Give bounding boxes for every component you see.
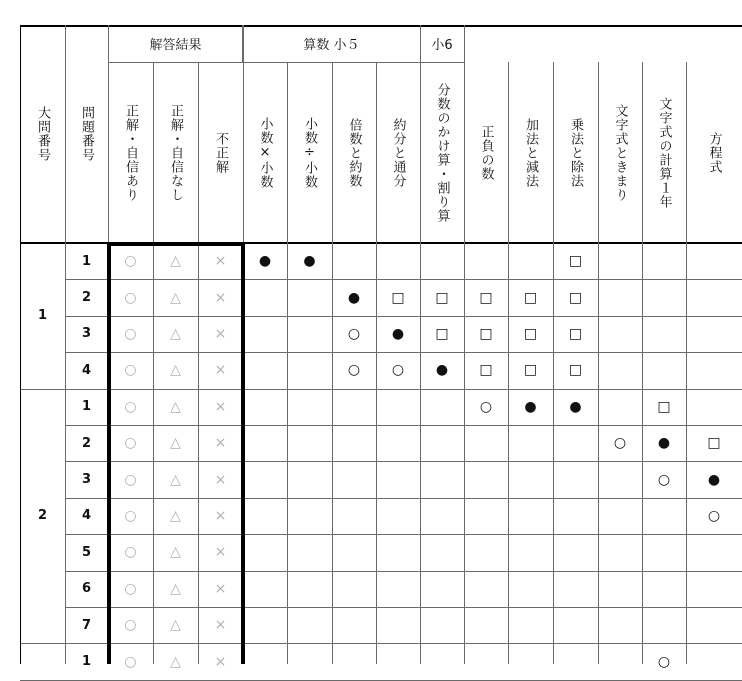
skill-mark [508, 498, 553, 534]
skill-mark: ● [391, 325, 405, 342]
column-divider [598, 62, 599, 664]
group-header-math6: 小6 [431, 38, 453, 53]
answer-mark: ○ [124, 253, 137, 270]
answer-mark: △ [170, 580, 181, 597]
skill-mark: □ [568, 289, 583, 306]
skill-mark [243, 316, 287, 352]
question-number: 2 [81, 290, 92, 306]
column-header-muldiv: 乗法と除法 [568, 117, 583, 188]
answer-mark: △ [170, 617, 181, 634]
answer-mark: △ [170, 289, 181, 306]
question-number: 6 [81, 581, 92, 597]
skill-mark [598, 352, 642, 388]
answer-mark: × [214, 544, 227, 561]
row-divider [65, 352, 742, 353]
skill-mark [642, 279, 686, 315]
skill-mark: ● [303, 253, 316, 270]
question-number: 3 [81, 326, 92, 342]
column-header-wrong: 不正解 [213, 131, 228, 174]
skill-mark [243, 389, 287, 425]
skill-mark [598, 571, 642, 607]
column-divider [65, 25, 66, 664]
skill-mark [376, 461, 420, 497]
skill-mark: □ [479, 362, 493, 379]
answer-mark: △ [170, 398, 181, 415]
skill-mark [420, 243, 464, 279]
answer-mark: × [214, 253, 227, 270]
answer-box-top [107, 242, 244, 246]
skill-mark: □ [435, 325, 449, 342]
skill-mark: □ [479, 289, 493, 306]
skill-mark [287, 607, 332, 643]
skill-mark: □ [707, 435, 721, 452]
skill-mark: ● [707, 471, 721, 488]
skill-mark: ○ [347, 325, 361, 342]
answer-mark: △ [170, 253, 181, 270]
skill-mark: □ [568, 325, 583, 342]
skill-mark [598, 498, 642, 534]
skill-mark [686, 316, 742, 352]
skill-mark [420, 461, 464, 497]
column-header-expr: 文字式ときまり [612, 103, 628, 202]
skill-mark [464, 534, 508, 570]
skill-mark: □ [523, 289, 538, 306]
skill-mark [376, 425, 420, 461]
skill-mark [686, 279, 742, 315]
row-divider [65, 498, 742, 499]
skill-mark [332, 607, 376, 643]
skill-mark [553, 461, 598, 497]
skill-mark [553, 425, 598, 461]
header-dai: 大問番号 [35, 106, 50, 162]
answer-mark: × [214, 325, 227, 342]
skill-mark: □ [523, 362, 538, 379]
skill-mark [642, 607, 686, 643]
column-divider [153, 62, 154, 664]
answer-mark: × [214, 653, 227, 670]
skill-mark [508, 571, 553, 607]
column-divider [464, 25, 465, 664]
skill-mark: ○ [347, 362, 361, 379]
column-header-mult_div: 倍数と約数 [346, 117, 362, 188]
skill-mark [420, 389, 464, 425]
answer-mark: ○ [124, 435, 137, 452]
answer-mark: × [214, 398, 227, 415]
answer-mark: × [214, 362, 227, 379]
answer-mark: ○ [124, 544, 137, 561]
skill-mark [332, 425, 376, 461]
skill-mark [464, 425, 508, 461]
skill-mark: ● [435, 362, 449, 379]
header-mon: 問題番号 [79, 106, 94, 162]
question-number: 4 [81, 362, 92, 378]
answer-mark: ○ [124, 325, 137, 342]
answer-mark: △ [170, 653, 181, 670]
column-divider [686, 62, 687, 664]
row-divider [65, 316, 742, 317]
answer-mark: △ [170, 362, 181, 379]
skill-mark: □ [435, 289, 449, 306]
skill-mark [287, 389, 332, 425]
group-header-answer: 解答結果 [149, 38, 202, 53]
column-header-ok_conf: 正解・自信あり [123, 103, 138, 202]
column-divider [20, 25, 21, 664]
skill-mark [287, 352, 332, 388]
skill-mark: ○ [657, 471, 671, 488]
question-number: 5 [81, 544, 92, 560]
skill-mark [686, 607, 742, 643]
column-divider [376, 62, 377, 664]
skill-mark: ● [258, 253, 272, 270]
skill-mark [287, 279, 332, 315]
skill-mark [508, 607, 553, 643]
skill-mark [376, 607, 420, 643]
skill-mark [287, 316, 332, 352]
skill-mark [553, 643, 598, 679]
skill-mark: □ [657, 398, 671, 415]
skill-mark [420, 643, 464, 679]
skill-mark [686, 389, 742, 425]
skill-mark [332, 389, 376, 425]
column-header-posneg: 正負の数 [478, 124, 494, 181]
answer-mark: △ [170, 544, 181, 561]
skill-mark [642, 352, 686, 388]
question-number: 4 [81, 508, 92, 524]
skill-mark [287, 643, 332, 679]
skill-mark [686, 643, 742, 679]
answer-mark: ○ [124, 398, 137, 415]
skill-mark [243, 534, 287, 570]
skill-mark [464, 607, 508, 643]
answer-mark: ○ [124, 580, 137, 597]
column-header-ok_unsure: 正解・自信なし [168, 103, 183, 202]
skill-mark [287, 498, 332, 534]
skill-mark [464, 461, 508, 497]
skill-mark [508, 425, 553, 461]
skill-mark [332, 571, 376, 607]
skill-mark [287, 571, 332, 607]
skill-mark: ○ [391, 362, 405, 379]
skill-mark [420, 534, 464, 570]
skill-mark [376, 389, 420, 425]
skill-mark [686, 534, 742, 570]
answer-mark: ○ [124, 362, 137, 379]
skill-mark: □ [391, 289, 405, 306]
skill-mark [243, 352, 287, 388]
skill-mark [243, 425, 287, 461]
question-number: 1 [81, 399, 92, 415]
column-divider [420, 25, 421, 664]
column-header-addsub: 加法と減法 [523, 117, 538, 188]
answer-mark: × [214, 435, 227, 452]
column-header-frac_md: 分数のかけ算・割り算 [434, 82, 450, 223]
skill-mark: ● [524, 398, 537, 415]
row-divider [65, 461, 742, 462]
skill-mark [243, 279, 287, 315]
column-header-equation: 方程式 [706, 131, 722, 174]
skill-mark [598, 316, 642, 352]
answer-mark: ○ [124, 507, 137, 524]
answer-mark: △ [170, 507, 181, 524]
skill-mark: ● [347, 289, 361, 306]
group-divider [108, 62, 464, 63]
skill-mark [420, 425, 464, 461]
skill-mark [508, 534, 553, 570]
skill-mark [553, 498, 598, 534]
skill-mark [464, 571, 508, 607]
skill-mark [642, 316, 686, 352]
skill-mark [598, 607, 642, 643]
skill-mark [376, 571, 420, 607]
row-divider [65, 425, 742, 426]
column-divider [553, 62, 554, 664]
skill-mark [243, 643, 287, 679]
skill-mark [464, 643, 508, 679]
question-number: 3 [81, 472, 92, 488]
skill-mark [287, 534, 332, 570]
skill-mark [642, 571, 686, 607]
column-divider [198, 62, 199, 664]
skill-mark [376, 498, 420, 534]
skill-mark [642, 243, 686, 279]
skill-mark [508, 243, 553, 279]
skill-mark: ○ [613, 435, 627, 452]
skill-mark [598, 243, 642, 279]
skill-mark: □ [568, 362, 583, 379]
skill-mark [420, 571, 464, 607]
answer-mark: × [214, 580, 227, 597]
skill-mark [287, 461, 332, 497]
skill-mark [332, 461, 376, 497]
major-question-number: 2 [37, 508, 48, 524]
row-divider [65, 534, 742, 535]
skill-mark [243, 461, 287, 497]
question-number: 2 [81, 435, 92, 451]
column-header-dec_div: 小数÷小数 [302, 116, 317, 189]
answer-mark: ○ [124, 653, 137, 670]
skill-mark: □ [523, 325, 538, 342]
answer-mark: ○ [124, 471, 137, 488]
major-question-number: 1 [37, 308, 48, 324]
skill-mark [508, 643, 553, 679]
answer-mark: ○ [124, 617, 137, 634]
question-number: 1 [81, 253, 92, 269]
skill-mark [420, 498, 464, 534]
column-divider [287, 62, 288, 664]
column-header-dec_mul: 小数×小数 [257, 116, 273, 189]
skill-mark: ○ [479, 398, 493, 415]
skill-mark [553, 534, 598, 570]
answer-box-right [241, 243, 245, 664]
skill-mark [332, 243, 376, 279]
skill-mark [464, 243, 508, 279]
column-header-exprcalc: 文字式の計算１年 [656, 96, 672, 209]
row-divider [65, 607, 742, 608]
question-number: 1 [81, 654, 92, 670]
skill-mark [508, 461, 553, 497]
skill-mark: □ [568, 253, 583, 270]
answer-mark: × [214, 289, 227, 306]
column-header-reduce: 約分と通分 [390, 117, 406, 188]
answer-mark: × [214, 617, 227, 634]
question-number: 7 [81, 617, 92, 633]
skill-mark [287, 425, 332, 461]
skill-mark [642, 534, 686, 570]
skill-mark [376, 643, 420, 679]
column-divider [508, 62, 509, 664]
answer-box-left [107, 243, 111, 664]
skill-mark [598, 534, 642, 570]
answer-mark: × [214, 507, 227, 524]
answer-mark: ○ [124, 289, 137, 306]
answer-mark: △ [170, 325, 181, 342]
table-top-border [20, 25, 742, 27]
skill-mark [332, 643, 376, 679]
skill-mark [686, 243, 742, 279]
skill-mark [376, 534, 420, 570]
skill-mark [598, 279, 642, 315]
skill-mark [243, 498, 287, 534]
skill-mark [598, 643, 642, 679]
skill-mark [686, 352, 742, 388]
skill-mark [598, 461, 642, 497]
skill-mark [243, 571, 287, 607]
group-divider-v [242, 25, 243, 62]
skill-mark: ● [569, 398, 582, 415]
skill-mark: ○ [657, 653, 671, 670]
skill-mark [553, 571, 598, 607]
row-divider [65, 279, 742, 280]
group-header-math5: 算数 小５ [303, 38, 360, 53]
skill-mark: □ [479, 325, 493, 342]
skill-mark [464, 498, 508, 534]
skill-mark [598, 389, 642, 425]
answer-mark: △ [170, 471, 181, 488]
skill-mark [686, 571, 742, 607]
skill-mark [553, 607, 598, 643]
skill-mark [420, 607, 464, 643]
skill-mark [332, 534, 376, 570]
answer-mark: × [214, 471, 227, 488]
skill-mark: ● [657, 435, 671, 452]
answer-mark: △ [170, 435, 181, 452]
skill-mark [332, 498, 376, 534]
skill-mark [642, 498, 686, 534]
skill-mark [376, 243, 420, 279]
row-divider [20, 389, 742, 390]
column-divider [642, 62, 643, 664]
column-divider [332, 62, 333, 664]
skill-mark [243, 607, 287, 643]
row-divider [20, 643, 742, 644]
row-divider [65, 571, 742, 572]
skill-mark: ○ [707, 507, 721, 524]
